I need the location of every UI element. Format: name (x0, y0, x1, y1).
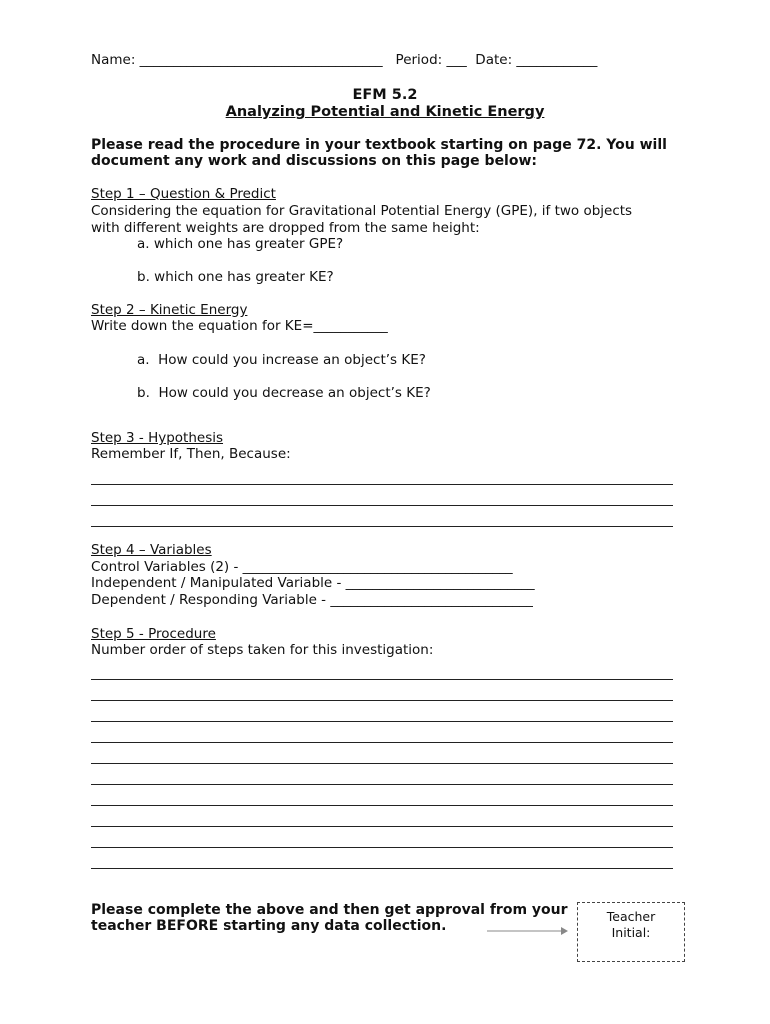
hypothesis-answer-line[interactable] (91, 484, 673, 485)
step5-text: Number order of steps taken for this investigation: (91, 642, 434, 658)
footer-line-2: teacher BEFORE starting any data collection. (91, 918, 447, 934)
procedure-answer-line[interactable] (91, 679, 673, 680)
footer-line-1: Please complete the above and then get approval from your (91, 902, 568, 918)
step3-text: Remember If, Then, Because: (91, 446, 291, 462)
teacher-initial-box[interactable] (577, 902, 685, 962)
intro-line-2: document any work and discussions on this page below: (91, 153, 538, 169)
control-variables-line: Control Variables (2) - ________________________________________ (91, 559, 513, 575)
step2-heading: Step 2 – Kinetic Energy (91, 302, 248, 318)
step1-question-a: a. which one has greater GPE? (137, 236, 344, 252)
step2-question-a: a. How could you increase an object’s KE? (137, 352, 426, 368)
step1-heading: Step 1 – Question & Predict (91, 186, 276, 202)
intro-line-1: Please read the procedure in your textbook starting on page 72. You will (91, 137, 667, 153)
independent-variable-line: Independent / Manipulated Variable - ____________________________ (91, 575, 535, 591)
step1-text-2: with different weights are dropped from the same height: (91, 220, 480, 236)
hypothesis-answer-line[interactable] (91, 505, 673, 506)
procedure-answer-line[interactable] (91, 763, 673, 764)
teacher-initial-label-1: Teacher (606, 909, 656, 924)
step2-text: Write down the equation for KE=___________ (91, 318, 388, 334)
procedure-answer-line[interactable] (91, 805, 673, 806)
step1-text-1: Considering the equation for Gravitational Potential Energy (GPE), if two objects (91, 203, 633, 219)
step2-question-b: b. How could you decrease an object’s KE? (137, 385, 431, 401)
step5-heading: Step 5 - Procedure (91, 626, 216, 642)
worksheet-code: EFM 5.2 (352, 87, 418, 103)
worksheet-title: Analyzing Potential and Kinetic Energy (225, 104, 545, 120)
teacher-initial-label-2: Initial: (611, 925, 651, 940)
procedure-answer-line[interactable] (91, 826, 673, 827)
procedure-answer-line[interactable] (91, 721, 673, 722)
dependent-variable-line: Dependent / Responding Variable - ______________________________ (91, 592, 533, 608)
arrow-right-icon (487, 924, 569, 938)
procedure-answer-line[interactable] (91, 742, 673, 743)
procedure-answer-line[interactable] (91, 700, 673, 701)
step1-question-b: b. which one has greater KE? (137, 269, 334, 285)
hypothesis-answer-line[interactable] (91, 526, 673, 527)
procedure-answer-line[interactable] (91, 784, 673, 785)
procedure-answer-line[interactable] (91, 847, 673, 848)
step4-heading: Step 4 – Variables (91, 542, 212, 558)
step3-heading: Step 3 - Hypothesis (91, 430, 224, 446)
procedure-answer-line[interactable] (91, 868, 673, 869)
name-period-date-line: Name: ____________________________________ Period: ___ Date: ____________ (91, 52, 598, 68)
